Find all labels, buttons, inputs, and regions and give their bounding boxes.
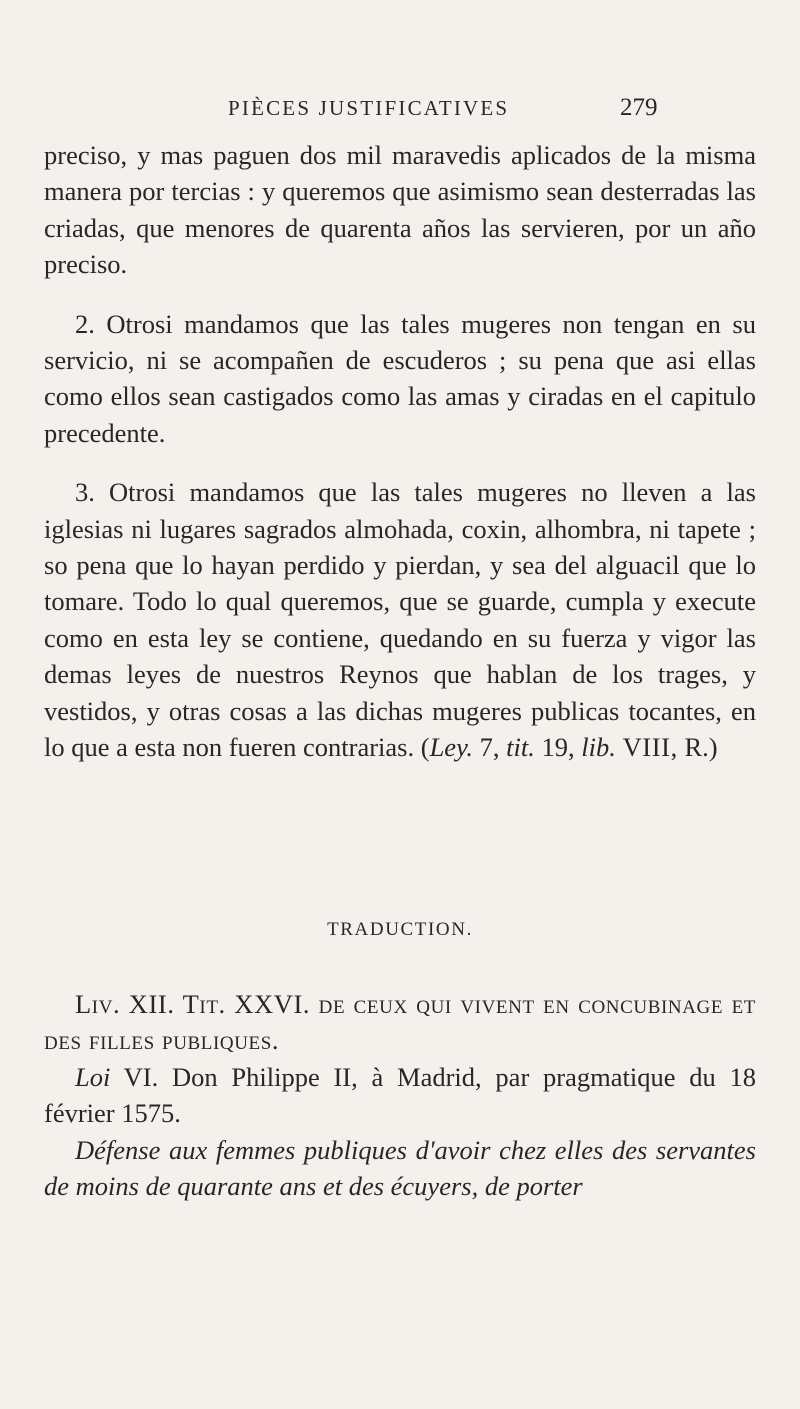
- citation-end: R.): [677, 732, 718, 763]
- page-number: 279: [620, 94, 658, 121]
- defense-line: Défense aux femmes publiques d'avoir chez elles des servantes de moins de quarante ans et des écuyers, de porter: [44, 1134, 756, 1202]
- loi-label: Loi: [75, 1061, 111, 1092]
- citation-book: VIII,: [615, 732, 678, 763]
- translation-heading: TRADUCTION.: [327, 919, 473, 940]
- paragraph-article-3: [44, 474, 756, 765]
- article-3-text: 3. Otrosi mandamos que las tales mugeres no lleven a las iglesias ni lugares sagrados almohada, coxin, alhombra, ni tapete ; so pena que lo hayan perdido y pierdan, y sea del alguacil que lo tomare. Todo lo qual queremos, que se guarde, cumpla y execute como en esta ley se contiene, quedando en su fuerza y vigor las demas leyes de nuestros Reynos que hablan de los trages, y vestidos, y otras cosas a las dichas mugeres publicas tocantes, en lo que a esta non fueren contrarias.: [44, 477, 756, 763]
- citation-num-1: 7,: [473, 732, 507, 763]
- french-text-block: [44, 986, 756, 1204]
- citation-num-2: 19,: [534, 732, 582, 763]
- citation-lib: lib.: [581, 732, 616, 763]
- citation-tit: tit.: [506, 732, 535, 763]
- running-head: [0, 96, 800, 126]
- loi-line: [44, 1059, 756, 1132]
- spanish-text-block: [44, 137, 756, 766]
- citation-open: (: [414, 732, 430, 763]
- paragraph-article-2: 2. Otrosi mandamos que las tales mugeres non tengan en su servicio, ni se acompañen de escuderos ; su pena que asi ellas como ellos sean castigados como las amas y ciradas en el capitulo precedente.: [44, 308, 756, 448]
- running-title: PIÈCES JUSTIFICATIVES: [228, 96, 510, 120]
- citation-ley: Ley.: [429, 732, 473, 763]
- title-line-liv: Liv. XII. Tit. XXVI. de ceux qui vivent en concubinage et des filles publiques.: [44, 989, 756, 1056]
- paragraph-continuation: preciso, y mas paguen dos mil maravedis aplicados de la misma manera por tercias : y queremos que asimismo sean desterradas las criadas, que menores de quarenta años las servieren, por un año preciso.: [44, 140, 756, 280]
- loi-text: VI. Don Philippe II, à Madrid, par pragmatique du 18 février 1575.: [44, 1061, 756, 1129]
